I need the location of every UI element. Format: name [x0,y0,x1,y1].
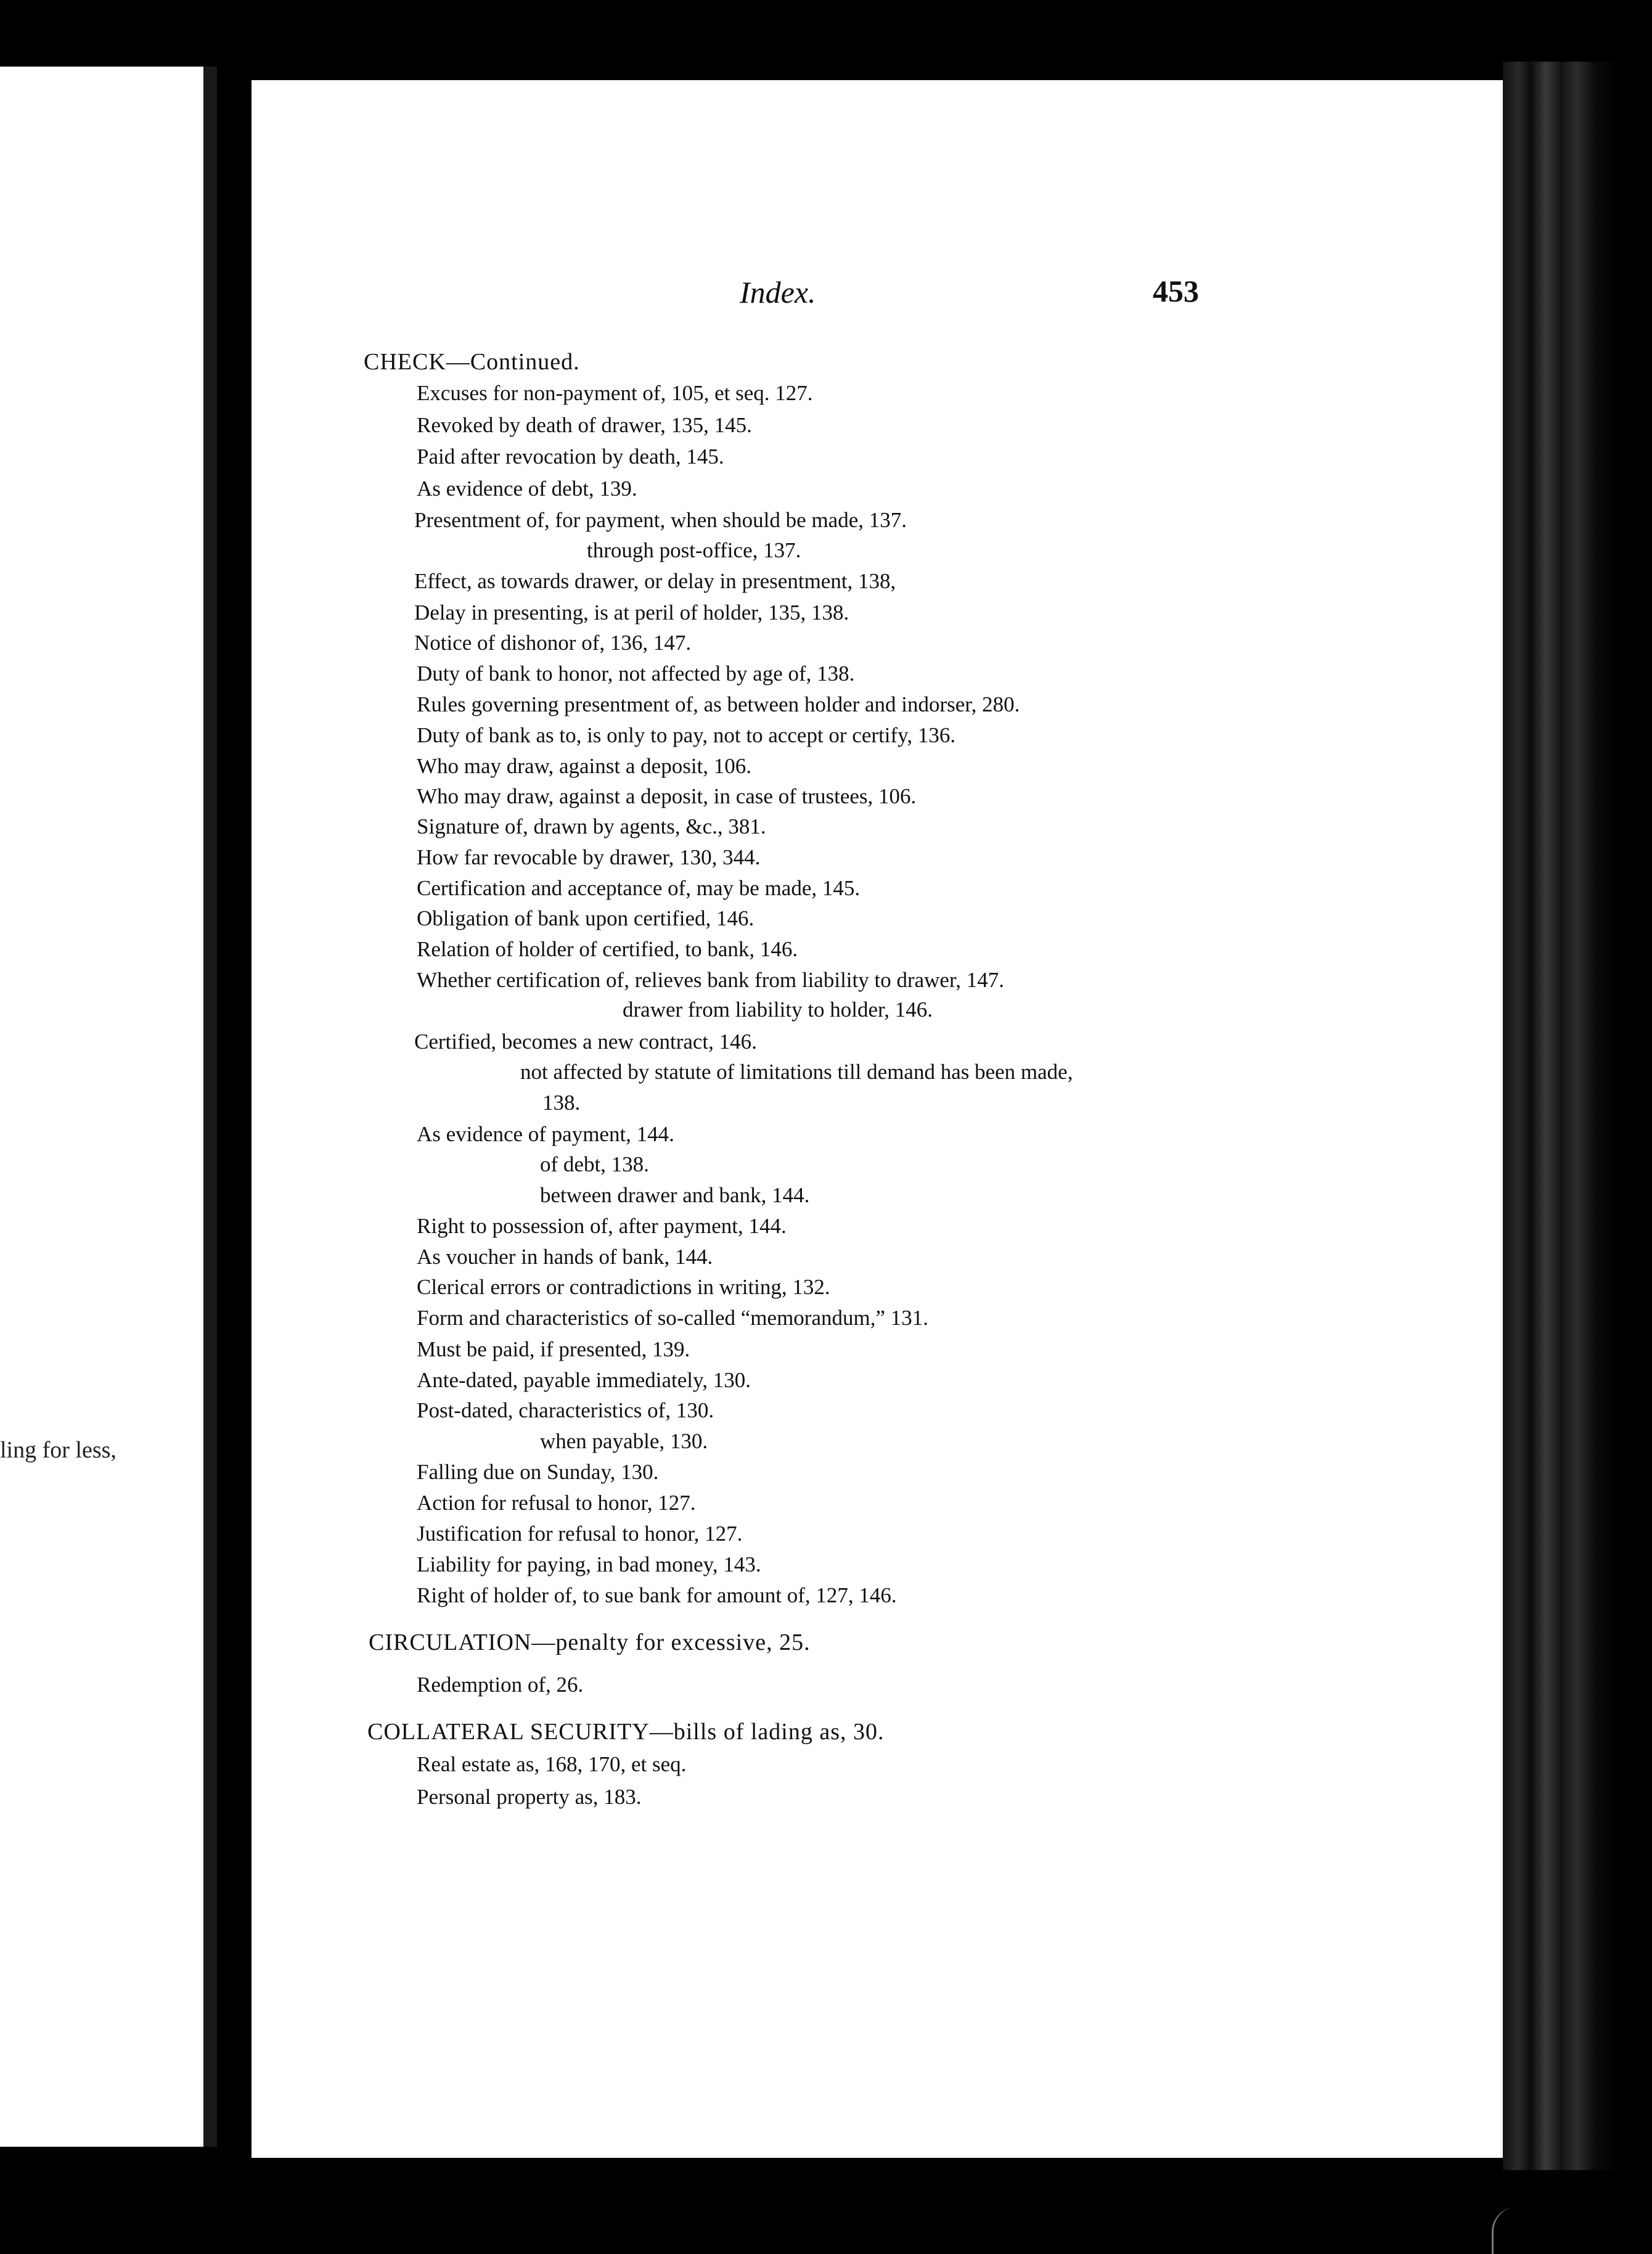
index-entry: Must be paid, if presented, 139. [417,1337,690,1361]
left-page [0,67,203,2147]
index-entry: Right of holder of, to sue bank for amount of, 127, 146. [417,1583,897,1607]
index-entry: Rules governing presentment of, as between holder and indorser, 280. [417,692,1020,716]
index-entry: Who may draw, against a deposit, in case of trustees, 106. [417,784,917,808]
index-entry: Falling due on Sunday, 130. [417,1460,659,1484]
index-heading: CIRCULATION—penalty for excessive, 25. [369,1629,811,1655]
index-entry: Signature of, drawn by agents, &c., 381. [417,814,766,838]
index-entry: Excuses for non-payment of, 105, et seq. 127. [417,381,813,405]
index-entry: Duty of bank to honor, not affected by age of, 138. [417,662,855,686]
index-entry: How far revocable by drawer, 130, 344. [417,845,761,869]
running-head: Index. [740,275,816,309]
index-entry: Certified, becomes a new contract, 146. [414,1030,757,1054]
index-entry: Obligation of bank upon certified, 146. [417,906,754,930]
index-entry: As evidence of debt, 139. [417,477,637,501]
index-entry: Presentment of, for payment, when should be made, 137. [414,508,907,532]
index-entry: Clerical errors or contradictions in writing, 132. [417,1275,830,1299]
index-entry: Certification and acceptance of, may be made, 145. [417,876,861,900]
index-entry: Effect, as towards drawer, or delay in presentment, 138, [414,569,896,593]
index-entry: Delay in presenting, is at peril of holder, 135, 138. [414,600,849,625]
index-subentry: 138. [542,1091,581,1115]
index-entry: Ante-dated, payable immediately, 130. [417,1368,751,1392]
index-subentry: through post-office, 137. [587,538,801,562]
index-entry: Notice of dishonor of, 136, 147. [414,631,692,655]
index-entry: Real estate as, 168, 170, et seq. [417,1752,687,1776]
index-entry: Redemption of, 26. [417,1673,584,1697]
page-number: 453 [1153,274,1199,308]
index-subentry: drawer from liability to holder, 146. [623,998,933,1022]
index-entry: Post-dated, characteristics of, 130. [417,1398,714,1422]
left-page-text-fragment: ling for less, [0,1437,117,1463]
index-entry: Paid after revocation by death, 145. [417,445,724,469]
index-entry: Who may draw, against a deposit, 106. [417,754,752,778]
index-entry: Whether certification of, relieves bank from liability to drawer, 147. [417,968,1004,992]
index-entry: Right to possession of, after payment, 144. [417,1214,787,1238]
index-entry: Justification for refusal to honor, 127. [417,1522,743,1546]
page-corner-scrap [1492,2207,1531,2254]
index-subentry: not affected by statute of limitations till demand has been made, [520,1060,1073,1084]
index-subentry: between drawer and bank, 144. [540,1183,810,1207]
index-subentry: when payable, 130. [540,1429,708,1453]
index-subentry: of debt, 138. [540,1152,649,1176]
index-heading: CHECK—Continued. [364,349,580,375]
index-entry: Action for refusal to honor, 127. [417,1491,696,1515]
left-page-edge [203,67,217,2147]
index-entry: As evidence of payment, 144. [417,1122,674,1146]
page-edges [1503,62,1620,2170]
index-entry: Revoked by death of drawer, 135, 145. [417,413,752,437]
index-heading: COLLATERAL SECURITY—bills of lading as, 30. [367,1719,885,1745]
index-entry: Liability for paying, in bad money, 143. [417,1552,761,1576]
index-entry: Form and characteristics of so-called “memorandum,” 131. [417,1306,928,1330]
index-entry: Relation of holder of certified, to bank, 146. [417,937,798,961]
index-entry: Personal property as, 183. [417,1785,642,1809]
index-entry: As voucher in hands of bank, 144. [417,1245,713,1269]
index-entry: Duty of bank as to, is only to pay, not to accept or certify, 136. [417,723,956,747]
